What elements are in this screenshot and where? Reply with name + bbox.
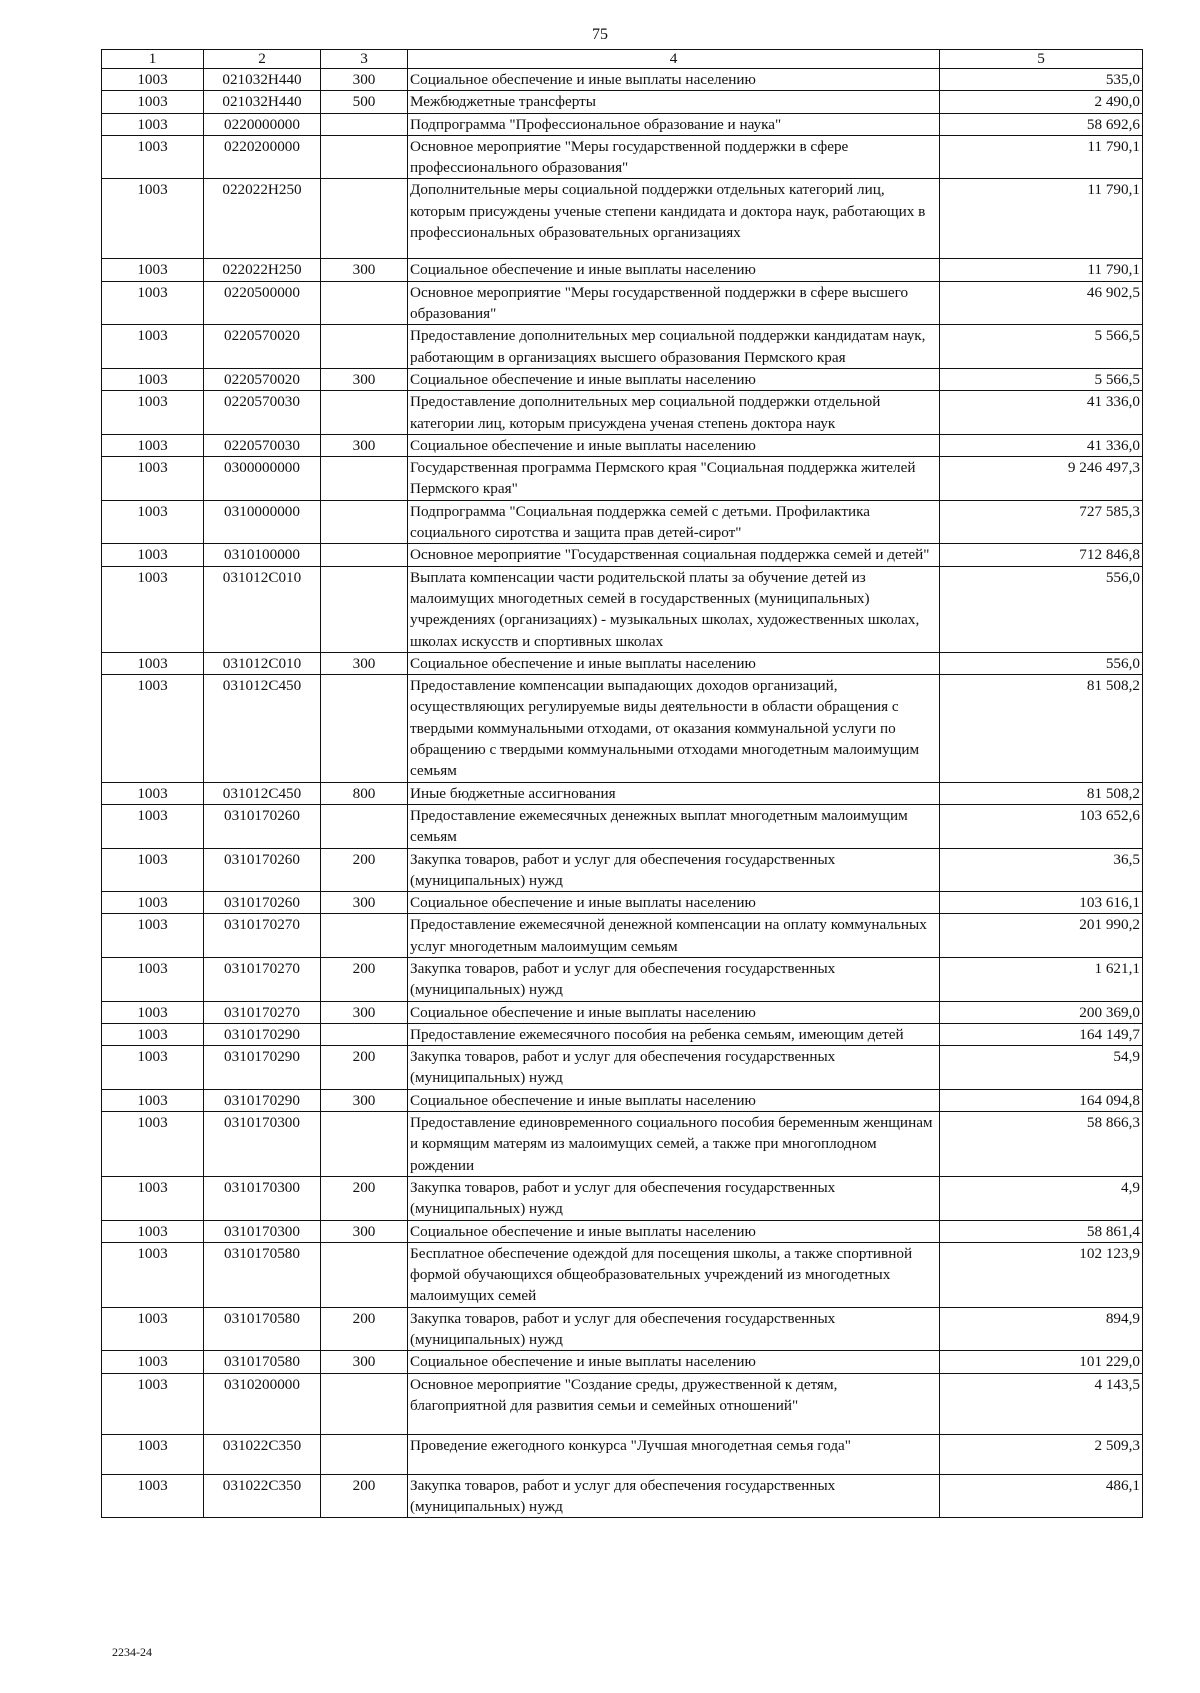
- amount-cell: 103 616,1: [940, 892, 1143, 914]
- expense-type-cell: [321, 281, 408, 325]
- table-row: [102, 1307, 1143, 1351]
- target-article-cell: 0220570020: [204, 325, 321, 369]
- target-article-cell: 0310000000: [204, 500, 321, 544]
- target-article-cell: 0220570030: [204, 391, 321, 435]
- target-article-cell: 031022С350: [204, 1434, 321, 1474]
- description-cell: Социальное обеспечение и иные выплаты населению: [408, 259, 940, 281]
- expense-type-cell: [321, 457, 408, 501]
- section-code-cell: 1003: [102, 1089, 204, 1111]
- description-cell: Социальное обеспечение и иные выплаты населению: [408, 1089, 940, 1111]
- expense-type-cell: [321, 1023, 408, 1045]
- amount-cell: 4 143,5: [940, 1373, 1143, 1434]
- section-code-cell: 1003: [102, 1023, 204, 1045]
- description-cell: Закупка товаров, работ и услуг для обеспечения государственных (муниципальных) нужд: [408, 957, 940, 1001]
- target-article-cell: 0310170270: [204, 957, 321, 1001]
- expense-type-cell: [321, 566, 408, 652]
- expense-type-cell: 300: [321, 1220, 408, 1242]
- amount-cell: 58 861,4: [940, 1220, 1143, 1242]
- description-cell: Социальное обеспечение и иные выплаты населению: [408, 69, 940, 91]
- expense-type-cell: [321, 1242, 408, 1307]
- target-article-cell: 021032Н440: [204, 91, 321, 113]
- target-article-cell: 0220570030: [204, 434, 321, 456]
- description-cell: Основное мероприятие "Создание среды, дружественной к детям, благоприятной для развития семьи и семейных отношений": [408, 1373, 940, 1434]
- target-article-cell: 0220200000: [204, 135, 321, 179]
- section-code-cell: 1003: [102, 434, 204, 456]
- section-code-cell: 1003: [102, 259, 204, 281]
- section-code-cell: 1003: [102, 1001, 204, 1023]
- description-cell: Социальное обеспечение и иные выплаты населению: [408, 652, 940, 674]
- table-row: [102, 1351, 1143, 1373]
- target-article-cell: 022022Н250: [204, 179, 321, 259]
- description-cell: Выплата компенсации части родительской платы за обучение детей из малоимущих многодетных семей в государственных (муниципальных) учреждениях (организациях) - музыкальных школах, художественных школах, школах искусств и спортивных школах: [408, 566, 940, 652]
- expense-type-cell: [321, 1112, 408, 1177]
- amount-cell: 58 692,6: [940, 113, 1143, 135]
- header-cell-5: 5: [940, 50, 1143, 69]
- section-code-cell: 1003: [102, 848, 204, 892]
- expense-type-cell: [321, 544, 408, 566]
- expense-type-cell: [321, 1434, 408, 1474]
- target-article-cell: 0220500000: [204, 281, 321, 325]
- expense-type-cell: 300: [321, 259, 408, 281]
- section-code-cell: 1003: [102, 325, 204, 369]
- table-row: [102, 1089, 1143, 1111]
- section-code-cell: 1003: [102, 544, 204, 566]
- amount-cell: 5 566,5: [940, 368, 1143, 390]
- expense-type-cell: [321, 391, 408, 435]
- description-cell: Основное мероприятие "Меры государственной поддержки в сфере профессионального образования": [408, 135, 940, 179]
- description-cell: Предоставление дополнительных мер социальной поддержки кандидатам наук, работающим в организациях высшего образования Пермского края: [408, 325, 940, 369]
- table-row: [102, 434, 1143, 456]
- table-row: [102, 1474, 1143, 1518]
- target-article-cell: 0310170300: [204, 1112, 321, 1177]
- target-article-cell: 0310170580: [204, 1307, 321, 1351]
- amount-cell: 11 790,1: [940, 179, 1143, 259]
- table-row: [102, 179, 1143, 259]
- description-cell: Основное мероприятие "Государственная социальная поддержка семей и детей": [408, 544, 940, 566]
- amount-cell: 41 336,0: [940, 434, 1143, 456]
- description-cell: Предоставление компенсации выпадающих доходов организаций, осуществляющих регулируемые виды деятельности в области обращения с твердыми коммунальными отходами, от оказания коммунальной услуги по обращению с твердыми коммунальными отходами многодетным малоимущим семьям: [408, 675, 940, 782]
- amount-cell: 58 866,3: [940, 1112, 1143, 1177]
- section-code-cell: 1003: [102, 1307, 204, 1351]
- section-code-cell: 1003: [102, 892, 204, 914]
- amount-cell: 486,1: [940, 1474, 1143, 1518]
- description-cell: Основное мероприятие "Меры государственной поддержки в сфере высшего образования": [408, 281, 940, 325]
- target-article-cell: 0310170290: [204, 1023, 321, 1045]
- target-article-cell: 031012С010: [204, 566, 321, 652]
- table-row: [102, 675, 1143, 782]
- expense-type-cell: 200: [321, 1046, 408, 1090]
- expense-type-cell: [321, 113, 408, 135]
- target-article-cell: 0220570020: [204, 368, 321, 390]
- target-article-cell: 0310170300: [204, 1176, 321, 1220]
- section-code-cell: 1003: [102, 1242, 204, 1307]
- target-article-cell: 0310170260: [204, 848, 321, 892]
- expense-type-cell: [321, 500, 408, 544]
- amount-cell: 556,0: [940, 652, 1143, 674]
- section-code-cell: 1003: [102, 1373, 204, 1434]
- section-code-cell: 1003: [102, 1434, 204, 1474]
- table-row: [102, 1242, 1143, 1307]
- header-cell-2: 2: [204, 50, 321, 69]
- expense-type-cell: 300: [321, 434, 408, 456]
- section-code-cell: 1003: [102, 914, 204, 958]
- description-cell: Социальное обеспечение и иные выплаты населению: [408, 1001, 940, 1023]
- description-cell: Закупка товаров, работ и услуг для обеспечения государственных (муниципальных) нужд: [408, 1307, 940, 1351]
- target-article-cell: 031012С010: [204, 652, 321, 674]
- table-row: [102, 391, 1143, 435]
- description-cell: Проведение ежегодного конкурса "Лучшая многодетная семья года": [408, 1434, 940, 1474]
- table-row: [102, 544, 1143, 566]
- description-cell: Межбюджетные трансферты: [408, 91, 940, 113]
- amount-cell: 201 990,2: [940, 914, 1143, 958]
- target-article-cell: 021032Н440: [204, 69, 321, 91]
- table-row: [102, 500, 1143, 544]
- description-cell: Предоставление дополнительных мер социальной поддержки отдельной категории лиц, которым присуждена ученая степень доктора наук: [408, 391, 940, 435]
- section-code-cell: 1003: [102, 135, 204, 179]
- header-cell-3: 3: [321, 50, 408, 69]
- target-article-cell: 031022С350: [204, 1474, 321, 1518]
- target-article-cell: 0310170270: [204, 1001, 321, 1023]
- expense-type-cell: 300: [321, 892, 408, 914]
- section-code-cell: 1003: [102, 957, 204, 1001]
- table-row: [102, 1112, 1143, 1177]
- expense-type-cell: [321, 804, 408, 848]
- target-article-cell: 0310170290: [204, 1046, 321, 1090]
- table-row: [102, 892, 1143, 914]
- amount-cell: 2 490,0: [940, 91, 1143, 113]
- amount-cell: 103 652,6: [940, 804, 1143, 848]
- expense-type-cell: 300: [321, 1001, 408, 1023]
- table-row: [102, 1373, 1143, 1434]
- amount-cell: 36,5: [940, 848, 1143, 892]
- description-cell: Закупка товаров, работ и услуг для обеспечения государственных (муниципальных) нужд: [408, 848, 940, 892]
- expense-type-cell: 300: [321, 652, 408, 674]
- amount-cell: 9 246 497,3: [940, 457, 1143, 501]
- section-code-cell: 1003: [102, 457, 204, 501]
- section-code-cell: 1003: [102, 281, 204, 325]
- table-row: [102, 804, 1143, 848]
- target-article-cell: 0300000000: [204, 457, 321, 501]
- amount-cell: 556,0: [940, 566, 1143, 652]
- target-article-cell: 022022Н250: [204, 259, 321, 281]
- description-cell: Социальное обеспечение и иные выплаты населению: [408, 1220, 940, 1242]
- table-row: [102, 1434, 1143, 1474]
- expense-type-cell: [321, 179, 408, 259]
- section-code-cell: 1003: [102, 1176, 204, 1220]
- expense-type-cell: 300: [321, 368, 408, 390]
- table-row: [102, 1023, 1143, 1045]
- section-code-cell: 1003: [102, 391, 204, 435]
- section-code-cell: 1003: [102, 675, 204, 782]
- table-row: [102, 914, 1143, 958]
- section-code-cell: 1003: [102, 1046, 204, 1090]
- budget-table: [101, 49, 1143, 1518]
- amount-cell: 727 585,3: [940, 500, 1143, 544]
- amount-cell: 4,9: [940, 1176, 1143, 1220]
- target-article-cell: 0310170290: [204, 1089, 321, 1111]
- description-cell: Закупка товаров, работ и услуг для обеспечения государственных (муниципальных) нужд: [408, 1046, 940, 1090]
- table-row: [102, 566, 1143, 652]
- description-cell: Социальное обеспечение и иные выплаты населению: [408, 434, 940, 456]
- amount-cell: 101 229,0: [940, 1351, 1143, 1373]
- table-row: [102, 69, 1143, 91]
- table-row: [102, 368, 1143, 390]
- expense-type-cell: 200: [321, 1176, 408, 1220]
- expense-type-cell: [321, 914, 408, 958]
- description-cell: Дополнительные меры социальной поддержки отдельных категорий лиц, которым присуждены ученые степени кандидата и доктора наук, работающих в профессиональных образовательных организациях: [408, 179, 940, 259]
- section-code-cell: 1003: [102, 566, 204, 652]
- amount-cell: 1 621,1: [940, 957, 1143, 1001]
- expense-type-cell: 300: [321, 1089, 408, 1111]
- target-article-cell: 0310170270: [204, 914, 321, 958]
- header-cell-4: 4: [408, 50, 940, 69]
- table-body: [102, 69, 1143, 1518]
- target-article-cell: 0220000000: [204, 113, 321, 135]
- table-row: [102, 1176, 1143, 1220]
- table-row: [102, 259, 1143, 281]
- amount-cell: 102 123,9: [940, 1242, 1143, 1307]
- expense-type-cell: [321, 1373, 408, 1434]
- table-row: [102, 91, 1143, 113]
- table-row: [102, 652, 1143, 674]
- section-code-cell: 1003: [102, 113, 204, 135]
- section-code-cell: 1003: [102, 804, 204, 848]
- target-article-cell: 0310170260: [204, 892, 321, 914]
- expense-type-cell: 300: [321, 69, 408, 91]
- amount-cell: 2 509,3: [940, 1434, 1143, 1474]
- table-row: [102, 782, 1143, 804]
- target-article-cell: 031012С450: [204, 782, 321, 804]
- description-cell: Социальное обеспечение и иные выплаты населению: [408, 892, 940, 914]
- description-cell: Иные бюджетные ассигнования: [408, 782, 940, 804]
- expense-type-cell: 800: [321, 782, 408, 804]
- amount-cell: 11 790,1: [940, 259, 1143, 281]
- section-code-cell: 1003: [102, 179, 204, 259]
- amount-cell: 5 566,5: [940, 325, 1143, 369]
- section-code-cell: 1003: [102, 1112, 204, 1177]
- description-cell: Государственная программа Пермского края "Социальная поддержка жителей Пермского края": [408, 457, 940, 501]
- amount-cell: 535,0: [940, 69, 1143, 91]
- table-row: [102, 281, 1143, 325]
- amount-cell: 164 094,8: [940, 1089, 1143, 1111]
- section-code-cell: 1003: [102, 91, 204, 113]
- table-row: [102, 457, 1143, 501]
- target-article-cell: 0310170580: [204, 1351, 321, 1373]
- header-cell-1: 1: [102, 50, 204, 69]
- amount-cell: 81 508,2: [940, 675, 1143, 782]
- expense-type-cell: 200: [321, 1307, 408, 1351]
- description-cell: Предоставление ежемесячных денежных выплат многодетным малоимущим семьям: [408, 804, 940, 848]
- amount-cell: 81 508,2: [940, 782, 1143, 804]
- description-cell: Подпрограмма "Социальная поддержка семей с детьми. Профилактика социального сиротства и защита прав детей-сирот": [408, 500, 940, 544]
- expense-type-cell: [321, 325, 408, 369]
- section-code-cell: 1003: [102, 782, 204, 804]
- expense-type-cell: 200: [321, 957, 408, 1001]
- expense-type-cell: 300: [321, 1351, 408, 1373]
- expense-type-cell: [321, 675, 408, 782]
- section-code-cell: 1003: [102, 500, 204, 544]
- table-row: [102, 1220, 1143, 1242]
- section-code-cell: 1003: [102, 1474, 204, 1518]
- description-cell: Социальное обеспечение и иные выплаты населению: [408, 368, 940, 390]
- section-code-cell: 1003: [102, 368, 204, 390]
- description-cell: Предоставление ежемесячного пособия на ребенка семьям, имеющим детей: [408, 1023, 940, 1045]
- amount-cell: 11 790,1: [940, 135, 1143, 179]
- amount-cell: 46 902,5: [940, 281, 1143, 325]
- description-cell: Закупка товаров, работ и услуг для обеспечения государственных (муниципальных) нужд: [408, 1474, 940, 1518]
- page-number: 75: [592, 26, 608, 43]
- description-cell: Социальное обеспечение и иные выплаты населению: [408, 1351, 940, 1373]
- description-cell: Предоставление единовременного социального пособия беременным женщинам и кормящим матерям из малоимущих семей, а также при многоплодном рождении: [408, 1112, 940, 1177]
- amount-cell: 41 336,0: [940, 391, 1143, 435]
- description-cell: Подпрограмма "Профессиональное образование и наука": [408, 113, 940, 135]
- section-code-cell: 1003: [102, 1351, 204, 1373]
- target-article-cell: 0310170260: [204, 804, 321, 848]
- description-cell: Предоставление ежемесячной денежной компенсации на оплату коммунальных услуг многодетным малоимущим семьям: [408, 914, 940, 958]
- table-row: [102, 135, 1143, 179]
- section-code-cell: 1003: [102, 652, 204, 674]
- target-article-cell: 0310170580: [204, 1242, 321, 1307]
- table-row: [102, 113, 1143, 135]
- expense-type-cell: [321, 135, 408, 179]
- section-code-cell: 1003: [102, 69, 204, 91]
- description-cell: Бесплатное обеспечение одеждой для посещения школы, а также спортивной формой обучающихся общеобразовательных учреждений из многодетных малоимущих семей: [408, 1242, 940, 1307]
- amount-cell: 164 149,7: [940, 1023, 1143, 1045]
- amount-cell: 54,9: [940, 1046, 1143, 1090]
- target-article-cell: 0310200000: [204, 1373, 321, 1434]
- header-row: [102, 50, 1143, 69]
- amount-cell: 200 369,0: [940, 1001, 1143, 1023]
- amount-cell: 712 846,8: [940, 544, 1143, 566]
- table-row: [102, 1001, 1143, 1023]
- description-cell: Закупка товаров, работ и услуг для обеспечения государственных (муниципальных) нужд: [408, 1176, 940, 1220]
- footer-code: 2234-24: [112, 1645, 152, 1659]
- table-row: [102, 957, 1143, 1001]
- target-article-cell: 0310100000: [204, 544, 321, 566]
- expense-type-cell: 200: [321, 848, 408, 892]
- section-code-cell: 1003: [102, 1220, 204, 1242]
- amount-cell: 894,9: [940, 1307, 1143, 1351]
- table-row: [102, 325, 1143, 369]
- target-article-cell: 031012С450: [204, 675, 321, 782]
- table-row: [102, 848, 1143, 892]
- expense-type-cell: 200: [321, 1474, 408, 1518]
- table-row: [102, 1046, 1143, 1090]
- target-article-cell: 0310170300: [204, 1220, 321, 1242]
- expense-type-cell: 500: [321, 91, 408, 113]
